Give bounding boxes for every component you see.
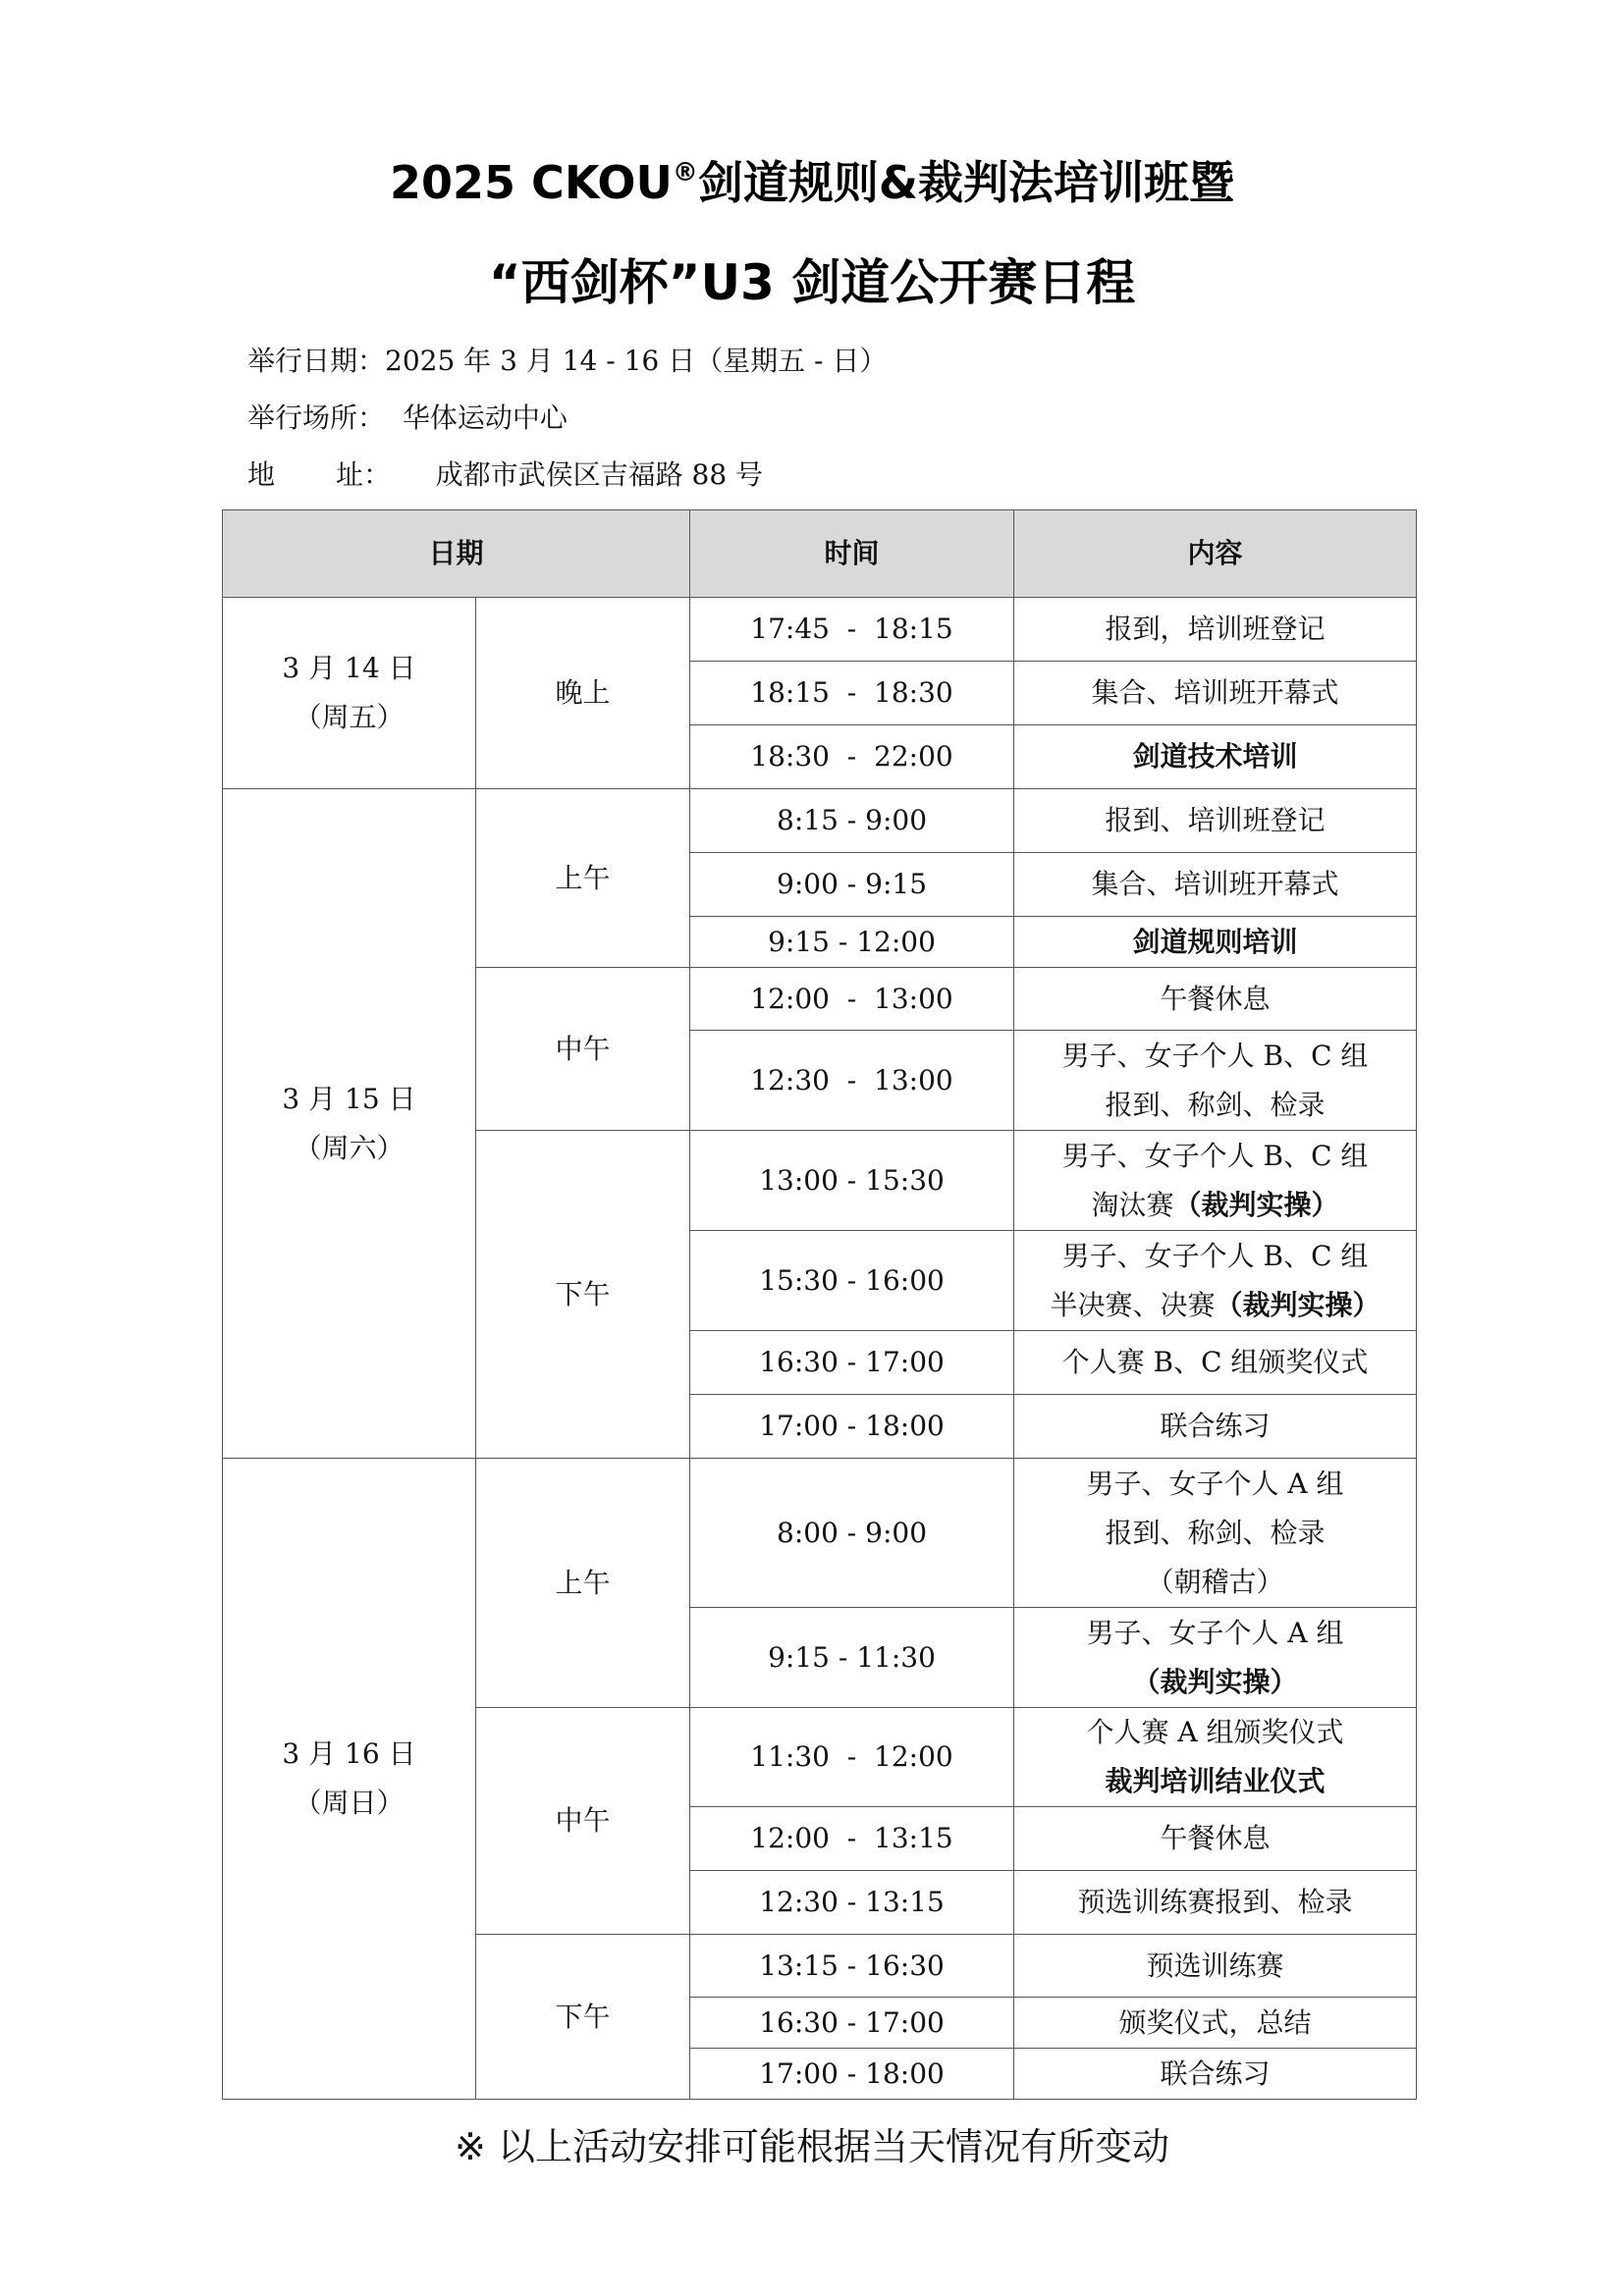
header-time: 时间 xyxy=(690,510,1014,598)
content-cell: 男子、女子个人 A 组 （裁判实操） xyxy=(1014,1608,1417,1708)
day-cell: 3 月 14 日 （周五） xyxy=(223,598,476,789)
time-cell: 12:00 - 13:15 xyxy=(690,1807,1014,1871)
period-cell: 中午 xyxy=(476,968,690,1131)
table-row xyxy=(223,1459,1417,1608)
period-cell: 下午 xyxy=(476,1131,690,1459)
time-cell: 18:15 - 18:30 xyxy=(690,662,1014,725)
time-cell: 17:00 - 18:00 xyxy=(690,1395,1014,1459)
content-cell: 午餐休息 xyxy=(1014,1807,1417,1871)
time-cell: 16:30 - 17:00 xyxy=(690,1331,1014,1395)
content-cell: 预选训练赛报到、检录 xyxy=(1014,1871,1417,1935)
document-title: 2025 CKOU®剑道规则&裁判法培训班暨 xyxy=(390,156,1234,209)
header-content: 内容 xyxy=(1014,510,1417,598)
period-cell: 晚上 xyxy=(476,598,690,789)
content-cell: 午餐休息 xyxy=(1014,968,1417,1031)
registered-mark: ® xyxy=(672,158,698,187)
time-cell: 12:00 - 13:00 xyxy=(690,968,1014,1031)
content-cell: 男子、女子个人 B、C 组 报到、称剑、检录 xyxy=(1014,1031,1417,1131)
period-cell: 上午 xyxy=(476,1459,690,1708)
time-cell: 8:15 - 9:00 xyxy=(690,789,1014,853)
info-address: 地 址： 成都市武侯区吉福路 88 号 xyxy=(247,458,764,491)
content-cell: 报到、培训班登记 xyxy=(1014,789,1417,853)
content-cell: 个人赛 A 组颁奖仪式 裁判培训结业仪式 xyxy=(1014,1708,1417,1807)
day-cell: 3 月 15 日 （周六） xyxy=(223,789,476,1459)
time-cell: 18:30 - 22:00 xyxy=(690,725,1014,789)
content-cell: 集合、培训班开幕式 xyxy=(1014,662,1417,725)
content-cell: 男子、女子个人 A 组 报到、称剑、检录 （朝稽古） xyxy=(1014,1459,1417,1608)
content-cell: 预选训练赛 xyxy=(1014,1935,1417,1998)
time-cell: 12:30 - 13:00 xyxy=(690,1031,1014,1131)
info-venue: 举行场所： 华体运动中心 xyxy=(247,401,568,434)
content-cell: 个人赛 B、C 组颁奖仪式 xyxy=(1014,1331,1417,1395)
content-cell: 男子、女子个人 B、C 组 半决赛、决赛（裁判实操） xyxy=(1014,1231,1417,1331)
info-date: 举行日期：2025 年 3 月 14 - 16 日（星期五 - 日） xyxy=(247,345,888,377)
table-header-row xyxy=(223,510,1417,598)
time-cell: 13:00 - 15:30 xyxy=(690,1131,1014,1231)
footnote: ※ 以上活动安排可能根据当天情况有所变动 xyxy=(455,2125,1169,2168)
content-cell: 集合、培训班开幕式 xyxy=(1014,853,1417,917)
time-cell: 17:45 - 18:15 xyxy=(690,598,1014,662)
time-cell: 9:15 - 11:30 xyxy=(690,1608,1014,1708)
content-cell: 报到，培训班登记 xyxy=(1014,598,1417,662)
time-cell: 11:30 - 12:00 xyxy=(690,1708,1014,1807)
content-cell: 联合练习 xyxy=(1014,2049,1417,2100)
document-subtitle: “西剑杯”U3 剑道公开赛日程 xyxy=(488,254,1136,311)
time-cell: 12:30 - 13:15 xyxy=(690,1871,1014,1935)
table-row xyxy=(223,598,1417,662)
time-cell: 9:15 - 12:00 xyxy=(690,917,1014,968)
header-date: 日期 xyxy=(223,510,690,598)
period-cell: 下午 xyxy=(476,1935,690,2100)
table-row xyxy=(223,789,1417,853)
period-cell: 上午 xyxy=(476,789,690,968)
content-cell: 颁奖仪式，总结 xyxy=(1014,1998,1417,2049)
time-cell: 8:00 - 9:00 xyxy=(690,1459,1014,1608)
time-cell: 17:00 - 18:00 xyxy=(690,2049,1014,2100)
content-cell: 剑道规则培训 xyxy=(1014,917,1417,968)
content-cell: 男子、女子个人 B、C 组 淘汰赛（裁判实操） xyxy=(1014,1131,1417,1231)
time-cell: 16:30 - 17:00 xyxy=(690,1998,1014,2049)
period-cell: 中午 xyxy=(476,1708,690,1935)
time-cell: 13:15 - 16:30 xyxy=(690,1935,1014,1998)
content-cell: 联合练习 xyxy=(1014,1395,1417,1459)
day-cell: 3 月 16 日 （周日） xyxy=(223,1459,476,2100)
schedule-table xyxy=(222,509,1417,2100)
time-cell: 15:30 - 16:00 xyxy=(690,1231,1014,1331)
content-cell: 剑道技术培训 xyxy=(1014,725,1417,789)
time-cell: 9:00 - 9:15 xyxy=(690,853,1014,917)
